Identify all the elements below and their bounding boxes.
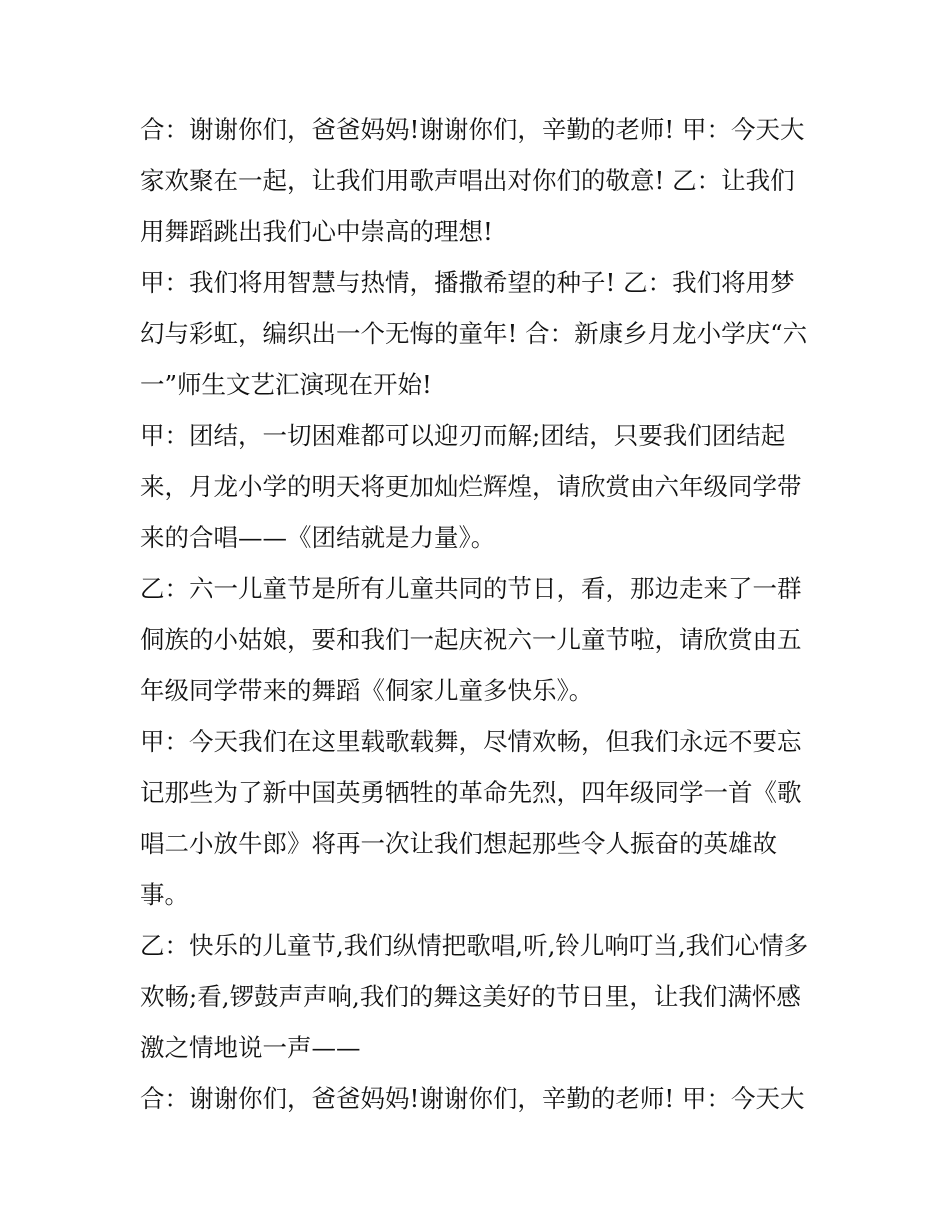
text-line-10: 乙：六一儿童节是所有儿童共同的节日，看，那边走来了一群: [140, 574, 802, 603]
text-line-3: 用舞蹈跳出我们心中崇高的理想!: [140, 217, 493, 246]
text-line-12: 年级同学带来的舞蹈《侗家儿童多快乐》。: [140, 676, 594, 705]
text-line-19: 激之情地说一声——: [140, 1033, 361, 1062]
text-line-20: 合：谢谢你们，爸爸妈妈!谢谢你们，辛勤的老师! 甲：今天大: [140, 1084, 805, 1113]
text-line-14: 记那些为了新中国英勇牺牲的革命先烈，四年级同学一首《歌: [140, 778, 802, 807]
text-line-17: 乙：快乐的儿童节,我们纵情把歌唱,听,铃儿响叮当,我们心情多: [140, 931, 809, 960]
text-line-13: 甲：今天我们在这里载歌载舞，尽情欢畅，但我们永远不要忘: [140, 727, 802, 756]
text-line-1: 合：谢谢你们，爸爸妈妈!谢谢你们，辛勤的老师! 甲：今天大: [140, 115, 805, 144]
text-line-9: 来的合唱——《团结就是力量》。: [140, 523, 496, 552]
text-line-15: 唱二小放牛郎》将再一次让我们想起那些令人振奋的英雄故: [140, 829, 777, 858]
text-line-18: 欢畅;看,锣鼓声声响,我们的舞这美好的节日里，让我们满怀感: [140, 982, 801, 1011]
document-body: [140, 104, 812, 1124]
text-line-16: 事。: [140, 880, 189, 909]
text-line-5: 幻与彩虹，编织出一个无悔的童年! 合：新康乡月龙小学庆“六: [140, 319, 808, 348]
text-line-2: 家欢聚在一起，让我们用歌声唱出对你们的敬意! 乙：让我们: [140, 166, 795, 195]
text-line-4: 甲：我们将用智慧与热情，播撒希望的种子! 乙：我们将用梦: [140, 268, 795, 297]
text-line-11: 侗族的小姑娘，要和我们一起庆祝六一儿童节啦，请欣赏由五: [140, 625, 802, 654]
text-line-7: 甲：团结，一切困难都可以迎刃而解;团结，只要我们团结起: [140, 421, 786, 450]
text-line-8: 来，月龙小学的明天将更加灿烂辉煌，请欣赏由六年级同学带: [140, 472, 802, 501]
text-line-6: 一”师生文艺汇演现在开始!: [140, 370, 432, 399]
